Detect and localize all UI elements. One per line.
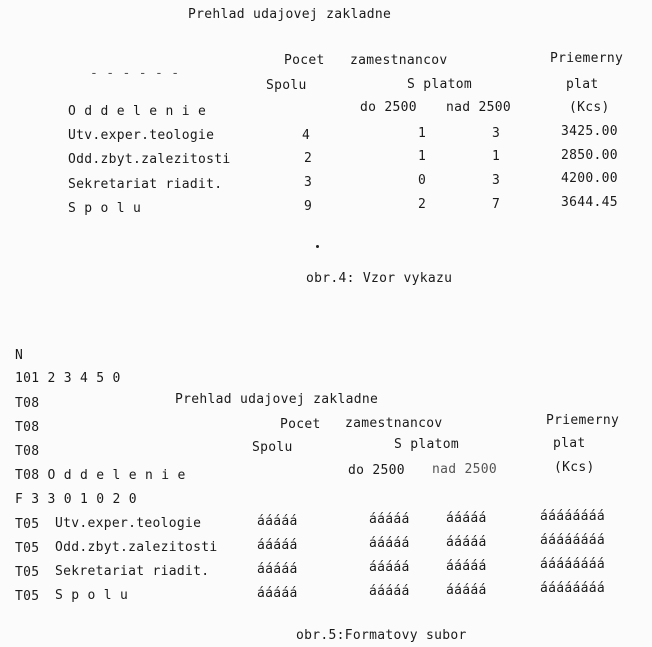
table-row-nad: 1 xyxy=(492,149,501,164)
format-row-c3: ááááá xyxy=(446,511,487,526)
header-do-2500: do 2500 xyxy=(360,100,417,115)
format-oddelenie-line: T08 O d d e l e n i e xyxy=(15,468,186,483)
format-row-c1: ááááá xyxy=(257,586,298,601)
format-row-c2: ááááá xyxy=(369,560,410,575)
table-row-plat: 4200.00 xyxy=(561,171,618,186)
format-do-2500: do 2500 xyxy=(348,463,405,478)
format-plat: plat xyxy=(553,436,586,451)
table-row-nad: 3 xyxy=(492,126,501,141)
dashed-line: - - - - - - xyxy=(90,66,180,81)
format-line-101: 101 2 3 4 5 0 xyxy=(15,371,121,386)
format-code: T08 xyxy=(15,396,40,411)
table-row-nad: 3 xyxy=(492,173,501,188)
format-row-c2: ááááá xyxy=(369,584,410,599)
table-row-nad: 7 xyxy=(492,197,501,212)
header-pocet: Pocet xyxy=(284,53,325,68)
format-title: Prehlad udajovej zakladne xyxy=(175,392,379,407)
table-row-spolu: 3 xyxy=(304,175,313,190)
format-row-code: T05 xyxy=(15,565,40,580)
format-row-code: T05 xyxy=(15,517,40,532)
header-priemerny: Priemerny xyxy=(550,51,624,66)
header-spolu: Spolu xyxy=(266,78,307,93)
format-row-name: Utv.exper.teologie xyxy=(55,516,202,531)
header-oddelenie: O d d e l e n i e xyxy=(68,104,207,119)
format-row-code: T05 xyxy=(15,589,40,604)
table-row-do: 2 xyxy=(418,197,427,212)
table-row-do: 1 xyxy=(418,149,427,164)
table-row-name: Utv.exper.teologie xyxy=(68,128,215,143)
report-title: Prehlad udajovej zakladne xyxy=(188,7,392,22)
table-row-plat: 2850.00 xyxy=(561,148,618,163)
format-row-c3: ááááá xyxy=(446,535,487,550)
format-row-c1: ááááá xyxy=(257,538,298,553)
format-spolu: Spolu xyxy=(252,440,293,455)
format-row-c2: ááááá xyxy=(369,536,410,551)
format-code: T08 xyxy=(15,420,40,435)
format-row-c3: ááááá xyxy=(446,583,487,598)
table-row-spolu: 4 xyxy=(302,128,311,143)
format-caption: obr.5:Formatovy subor xyxy=(296,628,467,643)
table-row-spolu: 9 xyxy=(304,199,313,214)
format-row-c1: ááááá xyxy=(257,514,298,529)
format-row-code: T05 xyxy=(15,541,40,556)
format-zamestnancov: zamestnancov xyxy=(345,416,443,431)
header-kcs: (Kcs) xyxy=(569,100,610,115)
header-plat: plat xyxy=(566,77,599,92)
format-row-name: Sekretariat riadit. xyxy=(55,564,210,579)
header-s-platom: S platom xyxy=(407,77,473,92)
table-row-spolu: 2 xyxy=(304,151,313,166)
table-row-name: Odd.zbyt.zalezitosti xyxy=(68,152,231,167)
table-row-name: S p o l u xyxy=(68,201,142,216)
format-code: T08 xyxy=(15,444,40,459)
header-nad-2500: nad 2500 xyxy=(446,100,512,115)
format-kcs: (Kcs) xyxy=(554,460,595,475)
table-row-do: 1 xyxy=(418,126,427,141)
format-row-c4: áááááááá xyxy=(540,533,606,548)
format-s-platom: S platom xyxy=(394,437,460,452)
format-row-c4: áááááááá xyxy=(540,509,606,524)
table-row-plat: 3425.00 xyxy=(561,124,618,139)
table-row-plat: 3644.45 xyxy=(561,195,618,210)
format-row-name: Odd.zbyt.zalezitosti xyxy=(55,540,218,555)
format-row-c3: ááááá xyxy=(446,559,487,574)
format-row-c4: áááááááá xyxy=(540,581,606,596)
format-priemerny: Priemerny xyxy=(546,413,620,428)
header-zamestnancov: zamestnancov xyxy=(350,53,448,68)
format-row-c1: ááááá xyxy=(257,562,298,577)
format-row-c4: áááááááá xyxy=(540,557,606,572)
report-caption: obr.4: Vzor vykazu xyxy=(306,271,453,286)
format-row-name: S p o l u xyxy=(55,588,129,603)
format-f-line: F 3 3 0 1 0 2 0 xyxy=(15,492,137,507)
table-row-do: 0 xyxy=(418,173,427,188)
table-row-name: Sekretariat riadit. xyxy=(68,177,223,192)
stray-dot xyxy=(316,245,319,248)
format-nad-2500: nad 2500 xyxy=(432,462,498,477)
format-row-c2: ááááá xyxy=(369,512,410,527)
format-pocet: Pocet xyxy=(280,417,321,432)
format-line-n: N xyxy=(15,348,24,363)
